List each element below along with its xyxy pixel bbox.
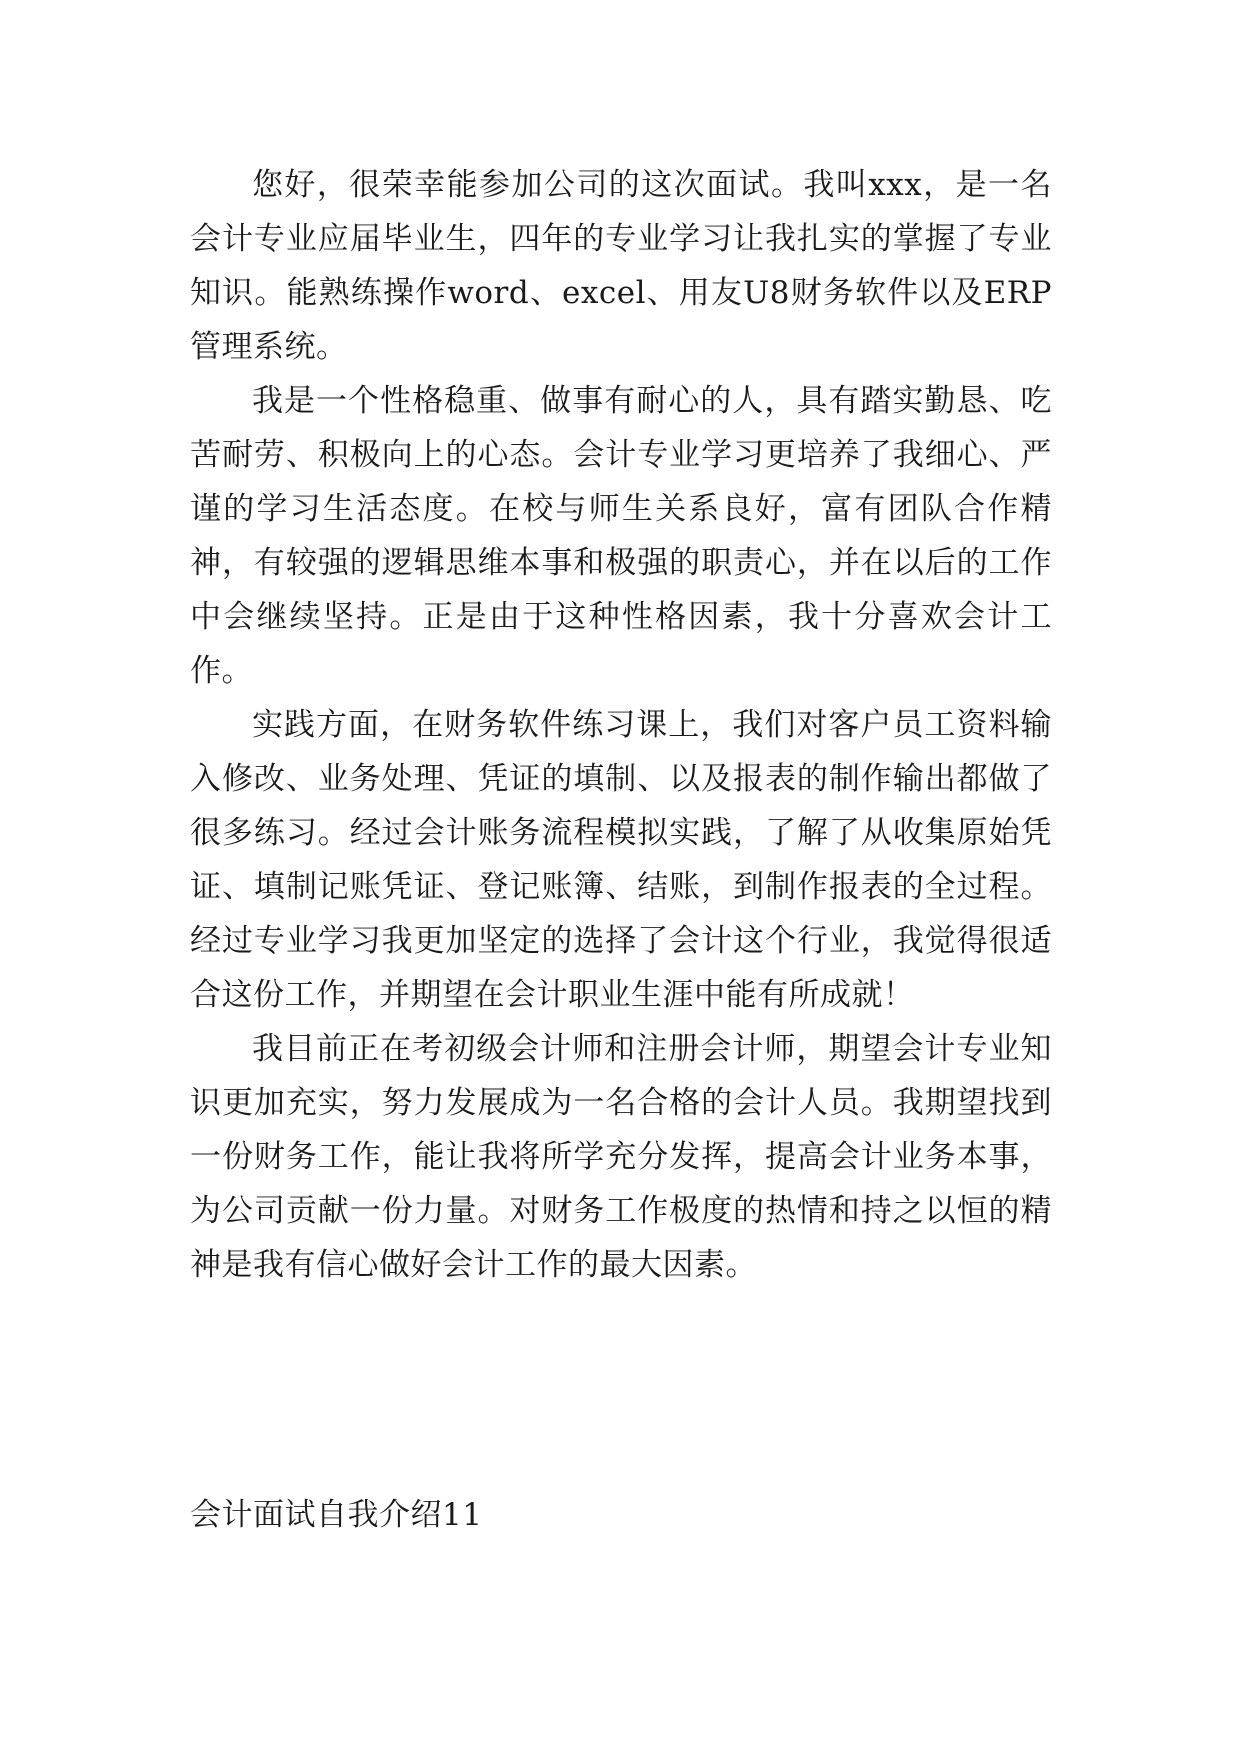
paragraph-practice: 实践方面，在财务软件练习课上，我们对客户员工资料输入修改、业务处理、凭证的填制、以及报表的制作输出都做了很多练习。经过会计账务流程模拟实践，了解了从收集原始凭证、填制记账凭证、登记账簿、结账，到制作报表的全过程。经过专业学习我更加坚定的选择了会计这个行业，我觉得很适合这份工作，并期望在会计职业生涯中能有所成就！ — [190, 707, 1052, 1013]
paragraph-personality: 我是一个性格稳重、做事有耐心的人，具有踏实勤恳、吃苦耐劳、积极向上的心态。会计专业学习更培养了我细心、严谨的学习生活态度。在校与师生关系良好，富有团队合作精神，有较强的逻辑思维本事和极强的职责心，并在以后的工作中会继续坚持。正是由于这种性格因素，我十分喜欢会计工作。 — [190, 383, 1052, 689]
paragraph-intro: 您好，很荣幸能参加公司的这次面试。我叫xxx，是一名会计专业应届毕业生，四年的专业学习让我扎实的掌握了专业知识。能熟练操作word、excel、用友U8财务软件以及ERP管理系统。 — [190, 167, 1052, 365]
document-body — [190, 158, 1052, 1292]
paragraph-goals: 我目前正在考初级会计师和注册会计师，期望会计专业知识更加充实，努力发展成为一名合格的会计人员。我期望找到一份财务工作，能让我将所学充分发挥，提高会计业务本事，为公司贡献一份力量。对财务工作极度的热情和持之以恒的精神是我有信心做好会计工作的最大因素。 — [190, 1031, 1052, 1283]
section-heading: 会计面试自我介绍11 — [190, 1497, 483, 1533]
